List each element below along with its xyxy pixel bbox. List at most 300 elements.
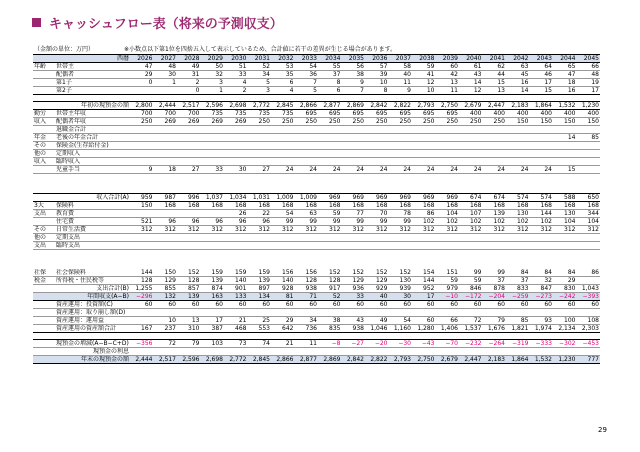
value-cell [154,242,178,250]
value-cell [365,158,389,166]
value-cell: 60 [506,301,530,309]
value-cell [271,348,295,356]
row-label: 所得税・住民税等 [55,277,130,285]
value-cell: 84 [530,269,554,277]
value-cell: 400 [506,110,530,118]
value-cell: 674 [459,194,483,202]
row-category: 勤労 [33,110,55,118]
value-cell: 96 [177,218,201,226]
value-cell [177,210,201,218]
value-cell: 312 [248,226,272,234]
value-cell [224,142,248,150]
value-cell: 139 [483,210,507,218]
value-cell [130,134,154,142]
value-cell [459,150,483,158]
value-cell: 72 [154,340,178,348]
value-cell: 2,877 [295,356,319,364]
value-cell: 700 [154,110,178,118]
value-cell [130,210,154,218]
table-row [33,158,600,166]
value-cell: 129 [365,277,389,285]
value-cell: 58 [389,63,413,71]
value-cell: 102 [459,218,483,226]
value-cell: 17 [412,293,436,301]
cashflow-table [33,54,600,364]
value-cell: 65 [553,63,577,71]
row-category [33,194,55,202]
value-cell: 2,596 [177,356,201,364]
value-cell: 969 [389,194,413,202]
value-cell: 102 [483,218,507,226]
value-cell: 312 [154,226,178,234]
value-cell: 650 [577,194,601,202]
value-cell: 60 [248,301,272,309]
value-cell: 152 [318,269,342,277]
value-cell [483,234,507,242]
value-cell: 26 [224,210,248,218]
value-cell: 59 [459,277,483,285]
row-label: 教育費 [55,210,130,218]
table-row [33,285,600,293]
row-label: 定期収入 [55,150,130,158]
value-cell: 60 [224,301,248,309]
value-cell: 777 [577,356,601,364]
value-cell: 168 [154,202,178,210]
value-cell [459,242,483,250]
value-cell: 25 [248,317,272,325]
value-cell: 1,031 [248,194,272,202]
value-cell [412,348,436,356]
value-cell: 22 [248,210,272,218]
value-cell: 250 [318,118,342,126]
value-cell [201,142,225,150]
title-text: キャッシュフロー表（将来の予測収支） [49,17,283,32]
value-cell: 13 [436,79,460,87]
row-category [33,285,55,293]
value-cell: 104 [577,218,601,226]
value-cell: 2,877 [318,102,342,110]
value-cell [506,309,530,317]
value-cell: 102 [530,218,554,226]
value-cell: 50 [201,63,225,71]
value-cell: 99 [365,218,389,226]
value-cell: 168 [177,202,201,210]
row-category [33,79,55,87]
value-cell: 48 [154,63,178,71]
row-category [33,126,55,134]
value-cell: 168 [412,202,436,210]
value-cell: 1,537 [459,325,483,333]
row-label: 保険金(生存給付金) [55,142,130,150]
year-cell: 2033 [295,55,319,63]
value-cell [436,126,460,134]
value-cell: 8 [365,87,389,95]
value-cell: 3 [248,87,272,95]
value-cell: 24 [530,166,554,174]
value-cell: 150 [553,118,577,126]
table-row [33,242,600,250]
value-cell [177,134,201,142]
value-cell [577,234,601,242]
value-cell: 833 [506,285,530,293]
value-cell [459,158,483,166]
year-cell: 2028 [177,55,201,63]
value-cell [483,126,507,134]
row-category: 社保 [33,269,55,277]
row-category [33,87,55,95]
value-cell: 10 [365,79,389,87]
value-cell [154,348,178,356]
value-cell: 168 [436,202,460,210]
value-cell: 250 [412,118,436,126]
value-cell: 7 [295,79,319,87]
title-square-icon [32,18,41,27]
year-cell: 2036 [365,55,389,63]
value-cell: 129 [154,277,178,285]
value-cell [389,126,413,134]
value-cell [201,234,225,242]
value-cell: 1,009 [295,194,319,202]
value-cell [365,126,389,134]
value-cell: 312 [342,226,366,234]
value-cell: 1 [201,87,225,95]
value-cell: 2,869 [318,356,342,364]
value-cell: 168 [530,202,554,210]
value-cell [530,242,554,250]
value-cell [318,348,342,356]
value-cell: 312 [318,226,342,234]
value-cell [318,126,342,134]
value-cell: 17 [530,79,554,87]
row-category: その [33,142,55,150]
value-cell: 2,845 [271,102,295,110]
value-cell: 61 [459,63,483,71]
header-cat-cell [33,55,55,63]
value-cell: 2,866 [295,102,319,110]
value-cell [342,309,366,317]
value-cell [553,242,577,250]
value-cell [130,158,154,166]
value-cell [201,210,225,218]
value-cell: 79 [177,340,201,348]
value-cell: 736 [295,325,319,333]
value-cell: 60 [412,301,436,309]
value-cell: 24 [295,166,319,174]
table-row [33,126,600,134]
value-cell: 830 [553,285,577,293]
value-cell: 2,866 [271,356,295,364]
value-cell: 310 [177,325,201,333]
value-cell: 1,230 [553,356,577,364]
value-cell: 128 [295,277,319,285]
value-cell: 11 [389,79,413,87]
value-cell: 2,698 [224,102,248,110]
value-cell: 1,532 [553,102,577,110]
table-row [33,293,600,301]
value-cell: −296 [130,293,154,301]
value-cell: −302 [553,340,577,348]
value-cell: 269 [177,118,201,126]
row-label: 世帯主年収 [55,110,130,118]
row-label: 配偶者年収 [55,118,130,126]
value-cell [530,142,554,150]
row-label: 資産運用の資産額合計 [55,325,130,333]
value-cell: 55 [318,63,342,71]
value-cell [318,242,342,250]
value-cell: 2 [177,79,201,87]
value-cell [389,234,413,242]
spacer-cell [33,174,600,194]
value-cell: 154 [412,269,436,277]
value-cell: 54 [271,210,295,218]
value-cell: 10 [154,317,178,325]
value-cell: 846 [459,285,483,293]
value-cell: 60 [177,301,201,309]
value-cell: 99 [295,218,319,226]
value-cell: 1,532 [530,356,554,364]
value-cell: 144 [412,277,436,285]
value-cell: 168 [318,202,342,210]
value-cell [436,150,460,158]
row-label: 支出合計(B) [55,285,130,293]
value-cell: 29 [130,71,154,79]
value-cell: 2,800 [130,102,154,110]
value-cell [248,348,272,356]
value-cell: 237 [154,325,178,333]
value-cell: 735 [224,110,248,118]
value-cell [248,234,272,242]
value-cell: 168 [389,202,413,210]
value-cell [436,348,460,356]
value-cell: 1,255 [130,285,154,293]
value-cell [318,142,342,150]
value-cell: 73 [224,340,248,348]
value-cell: 168 [248,202,272,210]
value-cell: 901 [224,285,248,293]
value-cell: 128 [177,277,201,285]
value-cell: 14 [506,87,530,95]
value-cell: −204 [483,293,507,301]
value-cell: 574 [530,194,554,202]
value-cell: 2,842 [342,356,366,364]
value-cell [130,348,154,356]
value-cell: 19 [577,79,601,87]
value-cell [177,158,201,166]
value-cell [483,150,507,158]
value-cell: 574 [506,194,530,202]
value-cell: 152 [342,269,366,277]
value-cell: 99 [389,218,413,226]
value-cell [248,150,272,158]
value-cell [342,126,366,134]
value-cell: 400 [553,110,577,118]
value-cell [271,234,295,242]
table-row [33,71,600,79]
row-category: 税金 [33,277,55,285]
value-cell [224,234,248,242]
value-cell [365,150,389,158]
value-cell [506,150,530,158]
value-cell: 269 [201,118,225,126]
value-cell [483,242,507,250]
value-cell: 150 [506,118,530,126]
value-cell: 987 [154,194,178,202]
value-cell [342,242,366,250]
value-cell: 39 [365,71,389,79]
value-cell: 400 [530,110,554,118]
value-cell: 695 [295,110,319,118]
value-cell: 250 [483,118,507,126]
value-cell: 74 [248,340,272,348]
value-cell [459,348,483,356]
value-cell: 99 [318,218,342,226]
value-cell: 77 [342,210,366,218]
value-cell: 7 [342,87,366,95]
value-cell [553,158,577,166]
value-cell: 9 [130,166,154,174]
value-cell: 847 [530,285,554,293]
value-cell: 150 [154,269,178,277]
row-category [33,348,55,356]
value-cell: 2,772 [224,356,248,364]
value-cell: 250 [459,118,483,126]
value-cell: 34 [248,71,272,79]
value-cell: 695 [436,110,460,118]
value-cell [154,150,178,158]
value-cell: 168 [342,202,366,210]
value-cell [248,158,272,166]
value-cell: 63 [506,63,530,71]
value-cell: 6 [318,87,342,95]
value-cell [271,158,295,166]
value-cell: 32 [201,71,225,79]
row-label: 資産運用：運用益 [55,317,130,325]
value-cell: 81 [271,293,295,301]
value-cell: −20 [365,340,389,348]
value-cell: 2,822 [365,356,389,364]
value-cell [224,242,248,250]
value-cell: 43 [342,317,366,325]
value-cell [553,348,577,356]
value-cell [130,242,154,250]
value-cell: 163 [201,293,225,301]
value-cell: −264 [483,340,507,348]
value-cell [577,348,601,356]
value-cell: 78 [389,210,413,218]
value-cell: 29 [553,277,577,285]
value-cell: 928 [271,285,295,293]
value-cell: 2,183 [506,102,530,110]
value-cell: 2,447 [459,356,483,364]
value-cell: 2,517 [177,102,201,110]
year-cell: 2037 [389,55,413,63]
value-cell: 18 [154,166,178,174]
row-label: 臨時収入 [55,158,130,166]
value-cell: 168 [483,202,507,210]
value-cell: 1,043 [577,285,601,293]
value-cell: 878 [483,285,507,293]
value-cell: 2,444 [154,102,178,110]
value-cell: 24 [271,166,295,174]
value-cell: 2,772 [248,102,272,110]
value-cell: 63 [295,210,319,218]
value-cell [154,142,178,150]
value-cell: 2,447 [483,102,507,110]
value-cell: 0 [130,79,154,87]
row-label: 資産運用：投資額(C) [55,301,130,309]
value-cell: −8 [318,340,342,348]
table-row [33,142,600,150]
value-cell: 132 [154,293,178,301]
value-cell: 700 [177,110,201,118]
value-cell: 2 [224,87,248,95]
value-cell: 857 [177,285,201,293]
value-cell: 48 [577,71,601,79]
row-category: 年齢 [33,63,55,71]
value-cell: 969 [318,194,342,202]
value-cell: 84 [553,269,577,277]
value-cell: 31 [177,71,201,79]
year-cell: 2045 [577,55,601,63]
value-cell: 1,676 [483,325,507,333]
value-cell: 2,303 [577,325,601,333]
value-cell [506,348,530,356]
value-cell [577,150,601,158]
value-cell: −30 [389,340,413,348]
value-cell: 15 [483,79,507,87]
value-cell: 1,046 [365,325,389,333]
value-cell: −319 [506,340,530,348]
value-cell: 129 [342,277,366,285]
row-category: 支出 [33,210,55,218]
spacer-cell [33,95,600,102]
value-cell [154,126,178,134]
value-cell: 44 [483,71,507,79]
value-cell: 139 [201,277,225,285]
row-label: 定期支出 [55,234,130,242]
value-cell [577,242,601,250]
value-cell: 695 [389,110,413,118]
value-cell: 969 [436,194,460,202]
value-cell [577,166,601,174]
value-cell: 60 [201,301,225,309]
value-cell: 2,869 [342,102,366,110]
value-cell [295,126,319,134]
value-cell [295,142,319,150]
rounding-note: ※小数点以下第1位を四捨五入して表示しているため、合計値に若干の差異が生じる場合があります。 [124,46,397,53]
value-cell [201,158,225,166]
page-title [32,13,283,32]
value-cell: 108 [577,317,601,325]
value-cell: 1,864 [530,102,554,110]
value-cell [248,142,272,150]
value-cell [530,234,554,242]
value-cell: −333 [530,340,554,348]
value-cell [130,150,154,158]
value-cell [342,158,366,166]
row-category [33,309,55,317]
value-cell [271,142,295,150]
value-cell [483,142,507,150]
value-cell: 917 [318,285,342,293]
value-cell: 99 [271,218,295,226]
value-cell: 312 [365,226,389,234]
value-cell: 52 [248,63,272,71]
value-cell: 102 [506,218,530,226]
value-cell: 250 [295,118,319,126]
value-cell: 27 [248,166,272,174]
value-cell [201,309,225,317]
